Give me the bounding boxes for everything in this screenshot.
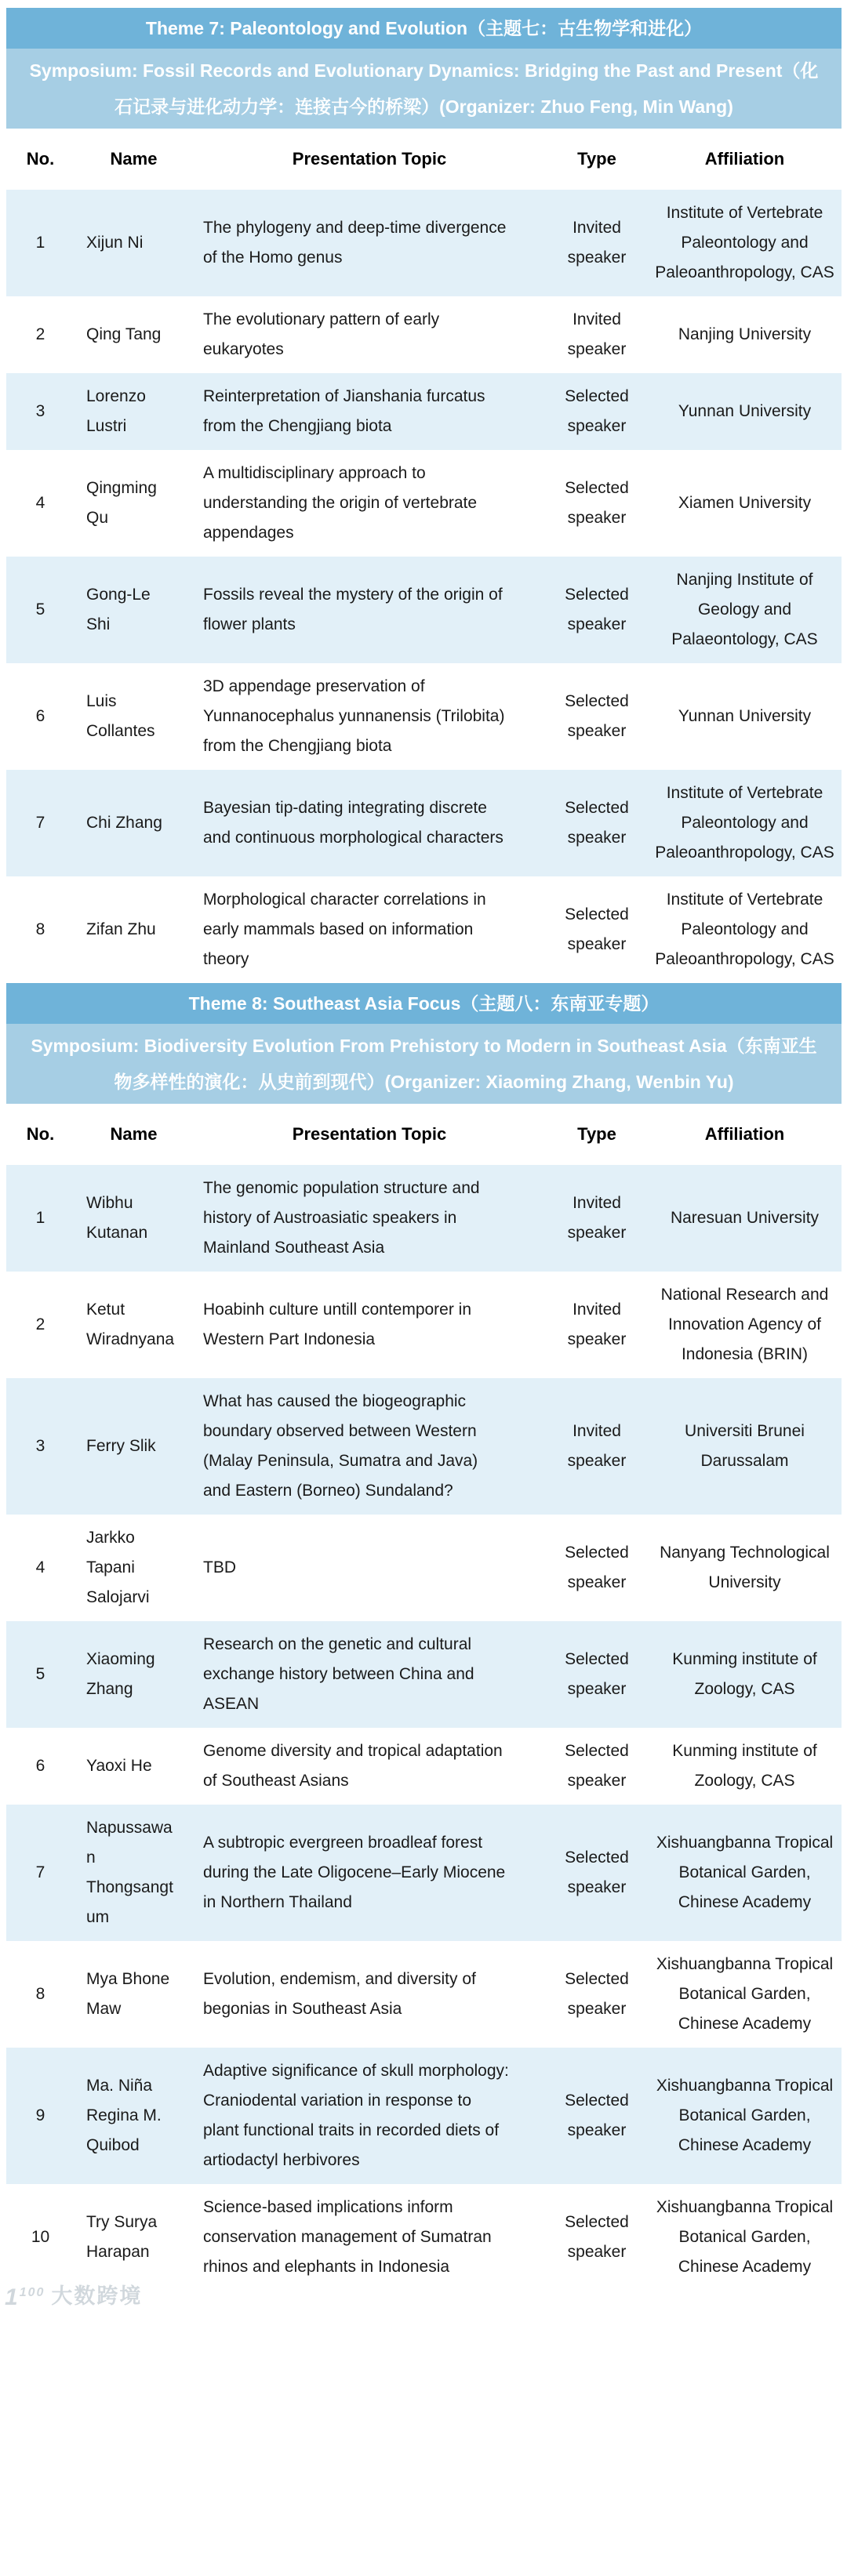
cell-affiliation: Nanjing University bbox=[648, 296, 842, 373]
cell-affiliation: Xishuangbanna Tropical Botanical Garden, Chinese Academy bbox=[648, 2184, 842, 2291]
table-row bbox=[6, 373, 842, 450]
cell-no: 3 bbox=[6, 1378, 75, 1515]
column-header-no: No. bbox=[6, 129, 75, 190]
sections-root bbox=[6, 8, 842, 2291]
theme-section bbox=[6, 983, 842, 2291]
table-row bbox=[6, 2048, 842, 2184]
cell-no: 7 bbox=[6, 1805, 75, 1941]
table-row bbox=[6, 770, 842, 876]
cell-affiliation: Institute of Vertebrate Paleontology and Paleoanthropology, CAS bbox=[648, 876, 842, 983]
cell-no: 8 bbox=[6, 876, 75, 983]
cell-type: Invited speaker bbox=[546, 1272, 648, 1378]
cell-affiliation: Xishuangbanna Tropical Botanical Garden, Chinese Academy bbox=[648, 2048, 842, 2184]
cell-no: 7 bbox=[6, 770, 75, 876]
cell-topic: Research on the genetic and cultural exchange history between China and ASEAN bbox=[193, 1621, 546, 1728]
watermark-text: 大数跨境 bbox=[51, 2284, 143, 2308]
speaker-table bbox=[6, 1104, 842, 2291]
theme-section bbox=[6, 8, 842, 983]
cell-name: Luis Collantes bbox=[75, 663, 193, 770]
column-header-name: Name bbox=[75, 1104, 193, 1165]
cell-topic: 3D appendage preservation of Yunnanocephalus yunnanensis (Trilobita) from the Chengjiang biota bbox=[193, 663, 546, 770]
cell-type: Selected speaker bbox=[546, 1941, 648, 2048]
cell-type: Selected speaker bbox=[546, 373, 648, 450]
cell-topic: Science-based implications inform conservation management of Sumatran rhinos and elephants in Indonesia bbox=[193, 2184, 546, 2291]
table-row bbox=[6, 450, 842, 557]
column-header-presentation-topic: Presentation Topic bbox=[193, 1104, 546, 1165]
cell-topic: Fossils reveal the mystery of the origin of flower plants bbox=[193, 557, 546, 663]
cell-type: Selected speaker bbox=[546, 450, 648, 557]
cell-type: Selected speaker bbox=[546, 770, 648, 876]
cell-topic: A subtropic evergreen broadleaf forest during the Late Oligocene–Early Miocene in Northern Thailand bbox=[193, 1805, 546, 1941]
table-header-row bbox=[6, 1104, 842, 1165]
cell-name: Chi Zhang bbox=[75, 770, 193, 876]
cell-no: 10 bbox=[6, 2184, 75, 2291]
table-row bbox=[6, 1805, 842, 1941]
cell-type: Selected speaker bbox=[546, 1728, 648, 1805]
cell-name: Qingming Qu bbox=[75, 450, 193, 557]
cell-type: Selected speaker bbox=[546, 1515, 648, 1621]
cell-name: Wibhu Kutanan bbox=[75, 1165, 193, 1272]
table-row bbox=[6, 1378, 842, 1515]
cell-affiliation: Nanjing Institute of Geology and Palaeontology, CAS bbox=[648, 557, 842, 663]
cell-type: Selected speaker bbox=[546, 876, 648, 983]
cell-affiliation: Institute of Vertebrate Paleontology and Paleoanthropology, CAS bbox=[648, 190, 842, 296]
column-header-affiliation: Affiliation bbox=[648, 129, 842, 190]
cell-no: 3 bbox=[6, 373, 75, 450]
cell-name: Ferry Slik bbox=[75, 1378, 193, 1515]
symposium-title: Symposium: Biodiversity Evolution From Prehistory to Modern in Southeast Asia（东南亚生物多样性的演化：从史前到现代）(Organizer: Xiaoming Zhang, Wenbin Yu) bbox=[6, 1024, 842, 1104]
table-row bbox=[6, 1621, 842, 1728]
cell-topic: TBD bbox=[193, 1515, 546, 1621]
cell-name: Lorenzo Lustri bbox=[75, 373, 193, 450]
column-header-name: Name bbox=[75, 129, 193, 190]
cell-no: 1 bbox=[6, 1165, 75, 1272]
symposium-title: Symposium: Fossil Records and Evolutionary Dynamics: Bridging the Past and Present（化石记录与进化动力学：连接古今的桥梁）(Organizer: Zhuo Feng, Min Wang) bbox=[6, 49, 842, 129]
cell-affiliation: National Research and Innovation Agency of Indonesia (BRIN) bbox=[648, 1272, 842, 1378]
column-header-no: No. bbox=[6, 1104, 75, 1165]
cell-no: 9 bbox=[6, 2048, 75, 2184]
cell-name: Ketut Wiradnyana bbox=[75, 1272, 193, 1378]
cell-no: 5 bbox=[6, 1621, 75, 1728]
table-row bbox=[6, 557, 842, 663]
cell-no: 5 bbox=[6, 557, 75, 663]
cell-name: Ma. Niña Regina M. Quibod bbox=[75, 2048, 193, 2184]
cell-no: 2 bbox=[6, 296, 75, 373]
table-row bbox=[6, 1941, 842, 2048]
cell-name: Jarkko Tapani Salojarvi bbox=[75, 1515, 193, 1621]
speaker-table bbox=[6, 129, 842, 983]
table-header-row bbox=[6, 129, 842, 190]
table-row bbox=[6, 1272, 842, 1378]
cell-affiliation: Kunming institute of Zoology, CAS bbox=[648, 1621, 842, 1728]
cell-name: Yaoxi He bbox=[75, 1728, 193, 1805]
cell-type: Invited speaker bbox=[546, 1165, 648, 1272]
watermark bbox=[5, 2279, 142, 2309]
table-row bbox=[6, 663, 842, 770]
column-header-type: Type bbox=[546, 1104, 648, 1165]
cell-name: Mya Bhone Maw bbox=[75, 1941, 193, 2048]
cell-name: Gong-Le Shi bbox=[75, 557, 193, 663]
cell-topic: Genome diversity and tropical adaptation of Southeast Asians bbox=[193, 1728, 546, 1805]
theme-title: Theme 8: Southeast Asia Focus（主题八：东南亚专题） bbox=[6, 983, 842, 1024]
cell-type: Selected speaker bbox=[546, 2048, 648, 2184]
cell-topic: A multidisciplinary approach to understanding the origin of vertebrate appendages bbox=[193, 450, 546, 557]
cell-affiliation: Institute of Vertebrate Paleontology and Paleoanthropology, CAS bbox=[648, 770, 842, 876]
table-row bbox=[6, 876, 842, 983]
table-body bbox=[6, 1165, 842, 2291]
cell-no: 4 bbox=[6, 450, 75, 557]
cell-no: 8 bbox=[6, 1941, 75, 2048]
watermark-logo-icon: $1^{100}$ bbox=[5, 2284, 45, 2310]
cell-type: Selected speaker bbox=[546, 1805, 648, 1941]
cell-no: 2 bbox=[6, 1272, 75, 1378]
cell-type: Selected speaker bbox=[546, 663, 648, 770]
column-header-presentation-topic: Presentation Topic bbox=[193, 129, 546, 190]
cell-affiliation: Nanyang Technological University bbox=[648, 1515, 842, 1621]
cell-type: Selected speaker bbox=[546, 2184, 648, 2291]
cell-type: Selected speaker bbox=[546, 557, 648, 663]
cell-type: Invited speaker bbox=[546, 190, 648, 296]
table-body bbox=[6, 190, 842, 983]
cell-topic: Evolution, endemism, and diversity of begonias in Southeast Asia bbox=[193, 1941, 546, 2048]
cell-topic: The genomic population structure and history of Austroasiatic speakers in Mainland Southeast Asia bbox=[193, 1165, 546, 1272]
cell-affiliation: Naresuan University bbox=[648, 1165, 842, 1272]
table-row bbox=[6, 296, 842, 373]
theme-title: Theme 7: Paleontology and Evolution（主题七：古生物学和进化） bbox=[6, 8, 842, 49]
table-row bbox=[6, 1515, 842, 1621]
cell-affiliation: Yunnan University bbox=[648, 373, 842, 450]
cell-topic: Hoabinh culture untill contemporer in Western Part Indonesia bbox=[193, 1272, 546, 1378]
cell-topic: Adaptive significance of skull morphology: Craniodental variation in response to plant functional traits in recorded diets of artiodactyl herbivores bbox=[193, 2048, 546, 2184]
cell-topic: The evolutionary pattern of early eukaryotes bbox=[193, 296, 546, 373]
column-header-affiliation: Affiliation bbox=[648, 1104, 842, 1165]
cell-no: 6 bbox=[6, 1728, 75, 1805]
cell-type: Invited speaker bbox=[546, 1378, 648, 1515]
cell-topic: The phylogeny and deep-time divergence of the Homo genus bbox=[193, 190, 546, 296]
table-row bbox=[6, 1165, 842, 1272]
cell-name: Xiaoming Zhang bbox=[75, 1621, 193, 1728]
cell-affiliation: Yunnan University bbox=[648, 663, 842, 770]
cell-affiliation: Xiamen University bbox=[648, 450, 842, 557]
cell-topic: Bayesian tip-dating integrating discrete and continuous morphological characters bbox=[193, 770, 546, 876]
cell-name: Xijun Ni bbox=[75, 190, 193, 296]
cell-topic: Reinterpretation of Jianshania furcatus from the Chengjiang biota bbox=[193, 373, 546, 450]
column-header-type: Type bbox=[546, 129, 648, 190]
cell-type: Invited speaker bbox=[546, 296, 648, 373]
table-row bbox=[6, 2184, 842, 2291]
table-row bbox=[6, 1728, 842, 1805]
cell-affiliation: Xishuangbanna Tropical Botanical Garden, Chinese Academy bbox=[648, 1941, 842, 2048]
cell-name: Napussawan Thongsangtum bbox=[75, 1805, 193, 1941]
table-row bbox=[6, 190, 842, 296]
cell-affiliation: Universiti Brunei Darussalam bbox=[648, 1378, 842, 1515]
cell-affiliation: Kunming institute of Zoology, CAS bbox=[648, 1728, 842, 1805]
cell-type: Selected speaker bbox=[546, 1621, 648, 1728]
cell-name: Try Surya Harapan bbox=[75, 2184, 193, 2291]
cell-topic: Morphological character correlations in early mammals based on information theory bbox=[193, 876, 546, 983]
cell-no: 6 bbox=[6, 663, 75, 770]
watermark-logo-number: 100 bbox=[19, 2286, 45, 2299]
cell-affiliation: Xishuangbanna Tropical Botanical Garden, Chinese Academy bbox=[648, 1805, 842, 1941]
cell-no: 1 bbox=[6, 190, 75, 296]
cell-name: Qing Tang bbox=[75, 296, 193, 373]
cell-no: 4 bbox=[6, 1515, 75, 1621]
cell-topic: What has caused the biogeographic boundary observed between Western (Malay Peninsula, Sumatra and Java) and Eastern (Borneo) Sundaland? bbox=[193, 1378, 546, 1515]
cell-name: Zifan Zhu bbox=[75, 876, 193, 983]
